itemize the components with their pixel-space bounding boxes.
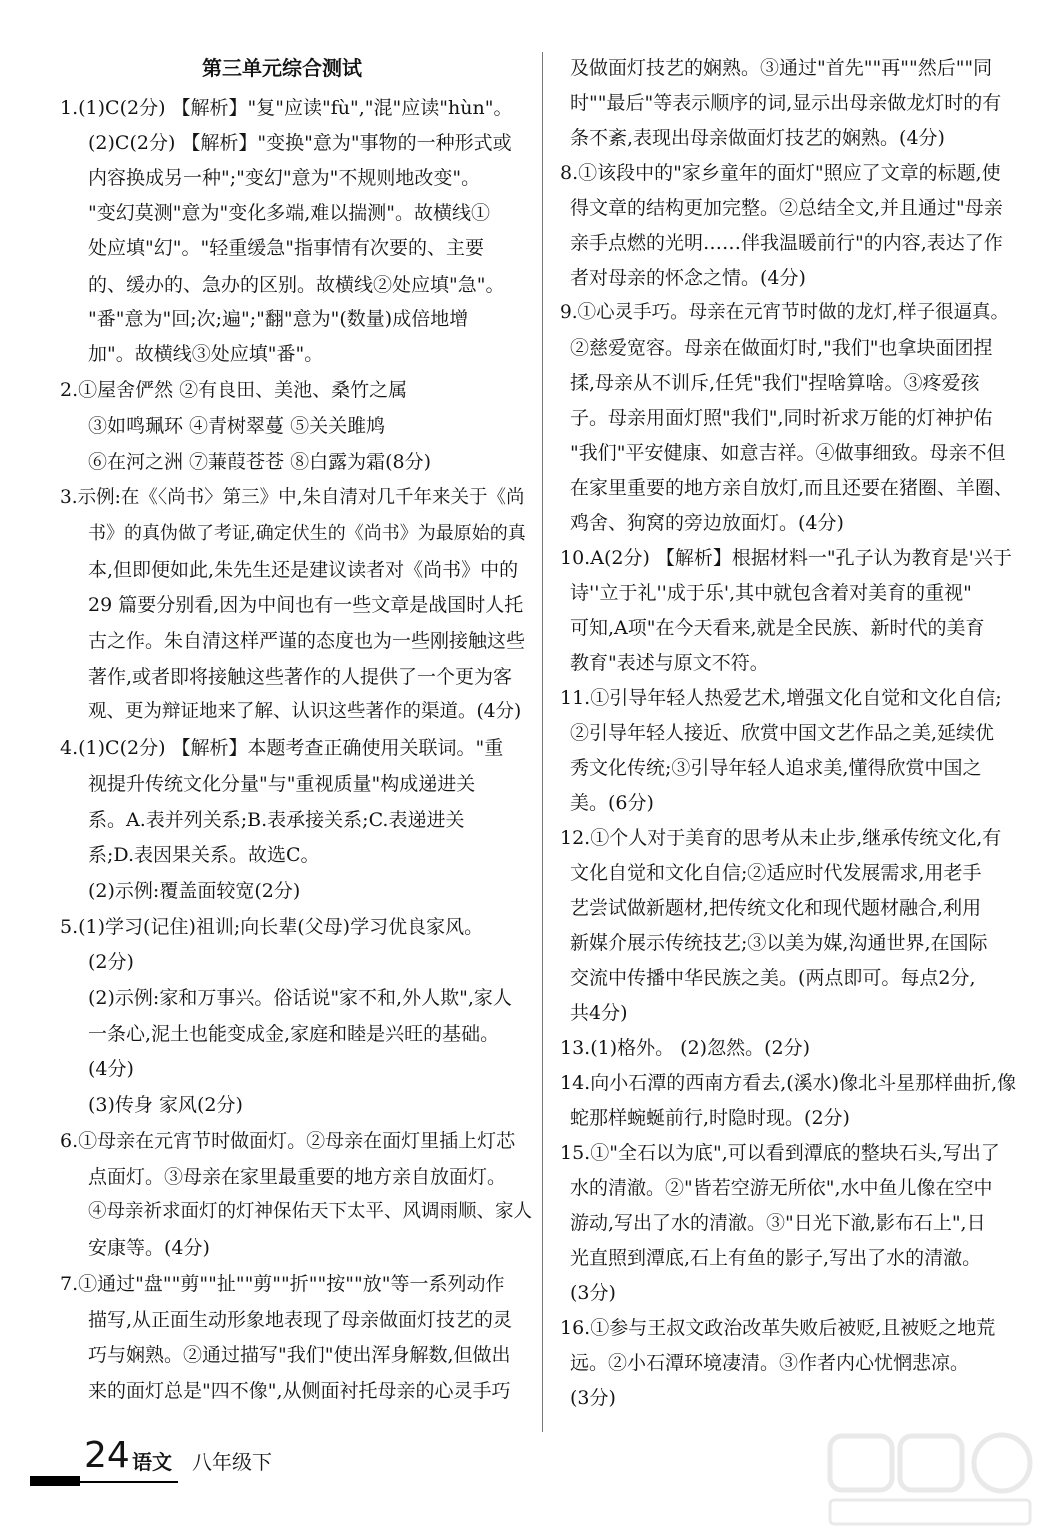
answer-line: 可知,A项"在今天看来,就是全民族、新时代的美育: [570, 617, 985, 639]
answer-line: 条不紊,表现出母亲做面灯技艺的娴熟。(4分): [570, 127, 945, 149]
answer-line: 视提升传统文化分量"与"重视质量"构成递进关: [88, 773, 476, 795]
answer-line: 7.①通过"盘""剪""扯""剪""折""按""放"等一系列动作: [60, 1273, 505, 1295]
answer-line: 加"。故横线③处应填"番"。: [88, 343, 324, 365]
answer-line: 29 篇要分别看,因为中间也有一些文章是战国时人托: [88, 594, 524, 616]
answer-line: 6.①母亲在元宵节时做面灯。②母亲在面灯里插上灯芯: [60, 1130, 516, 1152]
answer-line: 10.A(2分) 【解析】根据材料一"孔子认为教育是'兴于: [560, 547, 1012, 569]
answer-line: 古之作。朱自清这样严谨的态度也为一些刚接触这些: [88, 630, 526, 652]
answer-line: 处应填"幻"。"轻重缓急"指事情有次要的、主要: [88, 237, 484, 259]
answer-line: ④母亲祈求面灯的灯神保佑天下太平、风调雨顺、家人: [88, 1201, 533, 1222]
answer-line: 内容换成另一种";"变幻"意为"不规则地改变"。: [88, 167, 481, 189]
answer-line: (2分): [88, 951, 134, 973]
answer-line: 艺尝试做新题材,把传统文化和现代题材融合,利用: [570, 897, 982, 919]
footer-bar: [30, 1476, 80, 1486]
answer-line: 来的面灯总是"四不像",从侧面衬托母亲的心灵手巧: [88, 1380, 511, 1402]
answer-line: "番"意为"回;次;遍";"翻"意为"(数量)成倍地增: [88, 308, 469, 330]
subject-label: 语文: [132, 1450, 172, 1474]
answer-line: 4.(1)C(2分) 【解析】本题考查正确使用关联词。"重: [60, 737, 504, 759]
answer-line: 系。A.表并列关系;B.表承接关系;C.表递进关: [88, 809, 465, 831]
page-number: 24: [84, 1435, 130, 1476]
answer-line: (4分): [88, 1058, 134, 1080]
answer-line: 远。②小石潭环境凄清。③作者内心忧惘悲凉。: [570, 1352, 970, 1374]
answer-line: 12.①个人对于美育的思考从未止步,继承传统文化,有: [560, 827, 1002, 849]
answer-line: 共4分): [570, 1002, 628, 1024]
answer-line: (2)示例:覆盖面较宽(2分): [88, 880, 301, 902]
column-divider: [542, 52, 543, 1432]
answer-line: 8.①该段中的"家乡童年的面灯"照应了文章的标题,使: [560, 162, 1001, 184]
answer-line: 著作,或者即将接触这些著作的人提供了一个更为客: [88, 666, 513, 688]
section-title: 第三单元综合测试: [202, 56, 362, 80]
answer-line: "我们"平安健康、如意吉祥。④做事细致。母亲不但: [570, 442, 1006, 464]
answer-line: 15.①"全石以为底",可以看到潭底的整块石头,写出了: [560, 1142, 1000, 1164]
answer-line: 安康等。(4分): [88, 1237, 210, 1259]
answer-line: 系;D.表因果关系。故选C。: [88, 844, 320, 866]
answer-line: 在家里重要的地方亲自放灯,而且还要在猪圈、羊圈、: [570, 477, 1014, 499]
answer-line: 子。母亲用面灯照"我们",同时祈求万能的灯神护佑: [570, 407, 993, 429]
answer-line: ②引导年轻人接近、欣赏中国文艺作品之美,延续优: [570, 722, 995, 744]
answer-line: 点面灯。③母亲在家里最重要的地方亲自放面灯。: [88, 1166, 507, 1188]
answer-line: 1.(1)C(2分) 【解析】"复"应读"fù","混"应读"hùn"。: [60, 97, 513, 119]
answer-line: 教育"表述与原文不符。: [570, 652, 769, 674]
answer-line: 描写,从正面生动形象地表现了母亲做面灯技艺的灵: [88, 1309, 513, 1331]
answer-line: ③如鸣珮环 ④青树翠蔓 ⑤关关雎鸠: [88, 415, 386, 437]
answer-line: 14.向小石潭的西南方看去,(溪水)像北斗星那样曲折,像: [560, 1072, 1017, 1094]
answer-line: 及做面灯技艺的娴熟。③通过"首先""再""然后""同: [570, 57, 993, 79]
answer-line: 游动,写出了水的清澈。③"日光下澈,影布石上",日: [570, 1212, 986, 1234]
answer-line: 水的清澈。②"皆若空游无所依",水中鱼儿像在空中: [570, 1177, 993, 1199]
answer-line: 一条心,泥土也能变成金,家庭和睦是兴旺的基础。: [88, 1023, 500, 1045]
answer-line: 光直照到潭底,石上有鱼的影子,写出了水的清澈。: [570, 1247, 982, 1269]
answer-line: (3分): [570, 1387, 616, 1409]
answer-line: 3.示例:在《〈尚书〉第三》中,朱自清对几千年来关于《尚: [60, 487, 525, 508]
answer-line: 诗''立于礼''成于乐',其中就包含着对美育的重视": [570, 582, 972, 604]
answer-line: 书》的真伪做了考证,确定伏生的《尚书》为最原始的真: [88, 523, 526, 544]
answer-line: 者对母亲的怀念之情。(4分): [570, 267, 806, 289]
answer-line: 亲手点燃的光明……伴我温暖前行"的内容,表达了作: [570, 232, 1003, 254]
answer-line: 美。(6分): [570, 792, 654, 814]
answer-line: 时""最后"等表示顺序的词,显示出母亲做龙灯时的有: [570, 92, 1002, 114]
answer-line: 5.(1)学习(记住)祖训;向长辈(父母)学习优良家风。: [60, 916, 484, 938]
answer-line: 观、更为辩证地来了解、认识这些著作的渠道。(4分): [88, 701, 522, 722]
answer-line: (3)传身 家风(2分): [88, 1094, 243, 1116]
answer-line: 本,但即便如此,朱先生还是建议读者对《尚书》中的: [88, 559, 519, 581]
answer-line: 蛇那样蜿蜒前行,时隐时现。(2分): [570, 1107, 850, 1129]
answer-line: 交流中传播中华民族之美。(两点即可。每点2分,: [570, 967, 976, 989]
answer-line: 11.①引导年轻人热爱艺术,增强文化自觉和文化自信;: [560, 687, 1002, 709]
answer-line: 16.①参与王叔文政治改革失败后被贬,且被贬之地荒: [560, 1317, 996, 1339]
answer-line: "变幻莫测"意为"变化多端,难以揣测"。故横线①: [88, 202, 490, 224]
answer-line: 2.①屋舍俨然 ②有良田、美池、桑竹之属: [60, 379, 408, 401]
answer-line: 13.(1)格外。 (2)忽然。(2分): [560, 1037, 810, 1059]
answer-line: (2)C(2分) 【解析】"变换"意为"事物的一种形式或: [88, 132, 512, 154]
answer-line: 揉,母亲从不训斥,任凭"我们"捏啥算啥。③疼爱孩: [570, 372, 980, 394]
answer-line: 的、缓办的、急办的区别。故横线②处应填"急"。: [88, 274, 505, 296]
answer-line: 巧与娴熟。②通过描写"我们"使出浑身解数,但做出: [88, 1344, 511, 1366]
answer-line: ⑥在河之洲 ⑦蒹葭苍苍 ⑧白露为霜(8分): [88, 451, 431, 473]
footer-rule: [80, 1481, 178, 1483]
answer-line: 鸡舍、狗窝的旁边放面灯。(4分): [570, 512, 844, 534]
answer-line: (2)示例:家和万事兴。俗话说"家不和,外人欺",家人: [88, 987, 512, 1009]
answer-line: 文化自觉和文化自信;②适应时代发展需求,用老手: [570, 862, 982, 884]
watermark-logo: [826, 1430, 1038, 1530]
answer-line: ②慈爱宽容。母亲在做面灯时,"我们"也拿块面团捏: [570, 337, 993, 359]
answer-line: 秀文化传统;③引导年轻人追求美,懂得欣赏中国之: [570, 757, 982, 779]
answer-line: (3分): [570, 1282, 616, 1304]
answer-line: 9.①心灵手巧。母亲在元宵节时做的龙灯,样子很逼真。: [560, 302, 1010, 323]
answer-line: 得文章的结构更加完整。②总结全文,并且通过"母亲: [570, 197, 1003, 219]
grade-label: 八年级下: [192, 1450, 272, 1474]
answer-line: 新媒介展示传统技艺;③以美为媒,沟通世界,在国际: [570, 932, 988, 954]
